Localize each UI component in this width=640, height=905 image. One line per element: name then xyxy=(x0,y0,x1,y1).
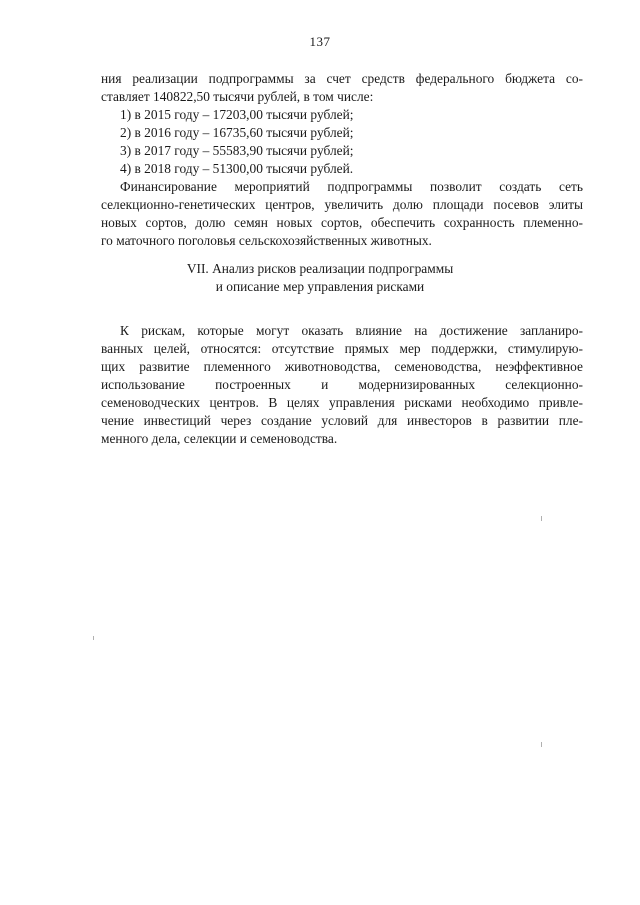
list-item: 1) в 2015 году – 17203,00 тысячи рублей; xyxy=(120,107,354,122)
paragraph-line: го маточного поголовья сельскохозяйственных животных. xyxy=(101,233,432,248)
list-item: 3) в 2017 году – 55583,90 тысячи рублей; xyxy=(120,143,354,158)
scan-speck xyxy=(541,742,542,747)
section-heading-line1: VII. Анализ рисков реализации подпрограммы xyxy=(186,261,454,276)
paragraph-line: Финансирование мероприятий подпрограммы позволит создать сеть xyxy=(120,179,583,194)
paragraph-line: ванных целей, относятся: отсутствие прямых мер поддержки, стимулирую- xyxy=(101,341,583,356)
paragraph-line: новых сортов, долю семян новых сортов, обеспечить сохранность племенно- xyxy=(101,215,583,230)
paragraph-line: ставляет 140822,50 тысячи рублей, в том числе: xyxy=(101,89,374,104)
list-item: 2) в 2016 году – 16735,60 тысячи рублей; xyxy=(120,125,354,140)
paragraph-line: селекционно-генетических центров, увеличить долю площади посевов элиты xyxy=(101,197,583,212)
section-heading-line2: и описание мер управления рисками xyxy=(215,279,425,294)
paragraph-line: К рискам, которые могут оказать влияние на достижение запланиро- xyxy=(120,323,583,338)
scan-speck xyxy=(541,516,542,521)
scan-speck xyxy=(93,636,94,640)
paragraph-line: семеноводческих центров. В целях управления рисками необходимо привле- xyxy=(101,395,583,410)
paragraph-line: щих развитие племенного животноводства, семеноводства, неэффективное xyxy=(101,359,583,374)
paragraph-line: менного дела, селекции и семеноводства. xyxy=(101,431,338,446)
paragraph-line: ния реализации подпрограммы за счет средств федерального бюджета со- xyxy=(101,71,583,86)
paragraph-line: чение инвестиций через создание условий для инвесторов в развитии пле- xyxy=(101,413,583,428)
paragraph-line: использование построенных и модернизированных селекционно- xyxy=(101,377,583,392)
list-item: 4) в 2018 году – 51300,00 тысячи рублей. xyxy=(120,161,354,176)
page-number: 137 xyxy=(309,34,331,49)
